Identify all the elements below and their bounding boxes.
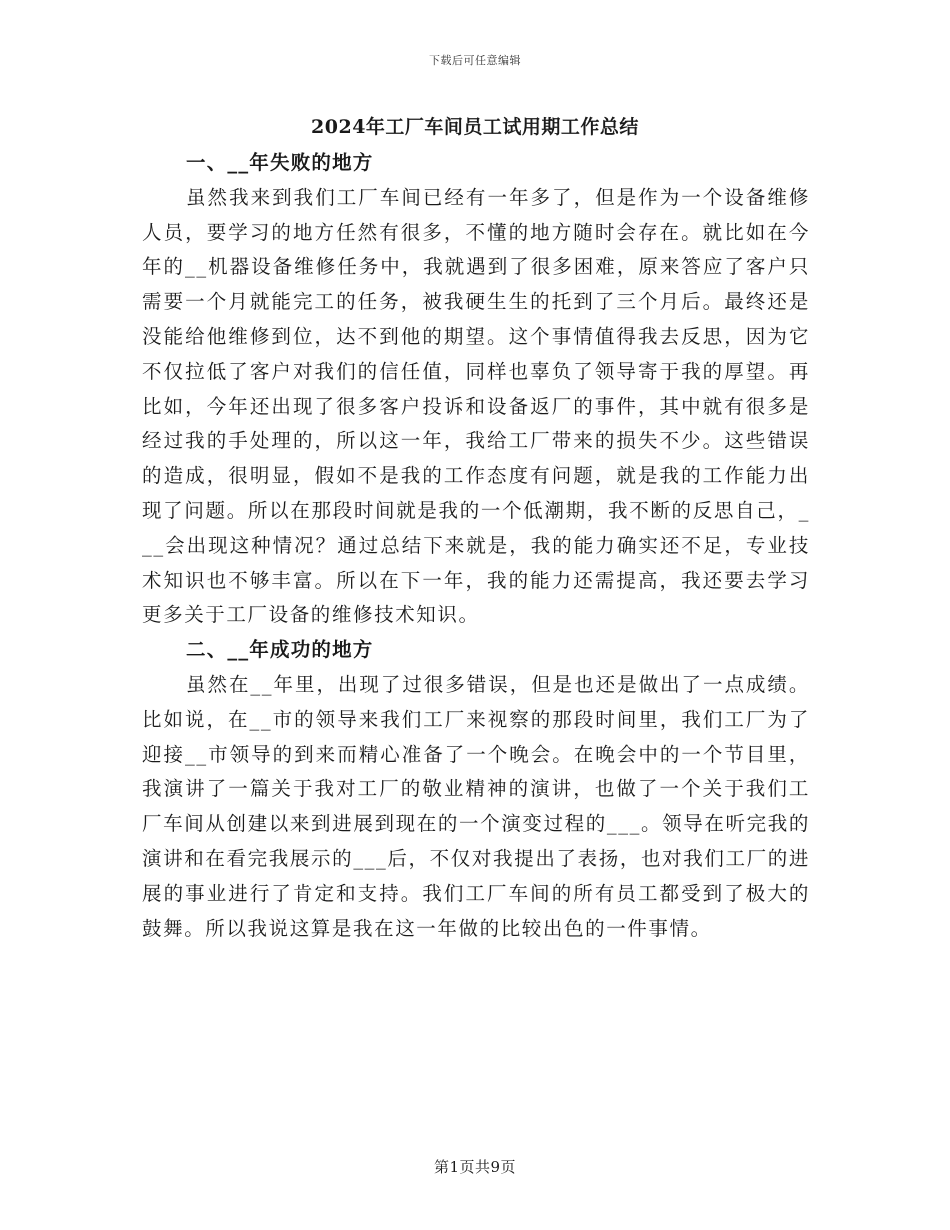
section-paragraph-successes: 虽然在__年里，出现了过很多错误，但是也还是做出了一点成绩。比如说，在__市的领导来我们工厂来视察的那段时间里，我们工厂为了迎接__市领导的到来而精心准备了一个晚会。在晚会中的一个节目里，我演讲了一篇关于我对工厂的敬业精神的演讲，也做了一个关于我们工厂车间从创建以来到进展到现在的一个演变过程的___。领导在听完我的演讲和在看完我展示的___后，不仅对我提出了表扬，也对我们工厂的进展的事业进行了肯定和支持。我们工厂车间的所有员工都受到了极大的鼓舞。所以我说这算是我在这一年做的比较出色的一件事情。 <box>142 672 810 940</box>
section-paragraph-failures: 虽然我来到我们工厂车间已经有一年多了，但是作为一个设备维修人员，要学习的地方任然有很多，不懂的地方随时会存在。就比如在今年的__机器设备维修任务中，我就遇到了很多困难，原来答应了客户只需要一个月就能完工的任务，被我硬生生的托到了三个月后。最终还是没能给他维修到位，达不到他的期望。这个事情值得我去反思，因为它不仅拉低了客户对我们的信任值，同样也辜负了领导寄于我的厚望。再比如，今年还出现了很多客户投诉和设备返厂的事件，其中就有很多是经过我的手处理的，所以这一年，我给工厂带来的损失不少。这些错误的造成，很明显，假如不是我的工作态度有问题，就是我的工作能力出现了问题。所以在那段时间就是我的一个低潮期，我不断的反思自己，___会出现这种情况？通过总结下来就是，我的能力确实还不足，专业技术知识也不够丰富。所以在下一年，我的能力还需提高，我还要去学习更多关于工厂设备的维修技术知识。 <box>142 185 810 627</box>
section-heading-successes: 二、__年成功的地方 <box>186 638 374 662</box>
section-heading-failures: 一、__年失败的地方 <box>186 151 374 174</box>
document-body <box>142 146 810 946</box>
page-number-footer: 第1页共9页 <box>433 1158 517 1176</box>
header-note: 下载后可任意编辑 <box>429 54 521 67</box>
document-title: 2024年工厂车间员工试用期工作总结 <box>311 116 639 138</box>
